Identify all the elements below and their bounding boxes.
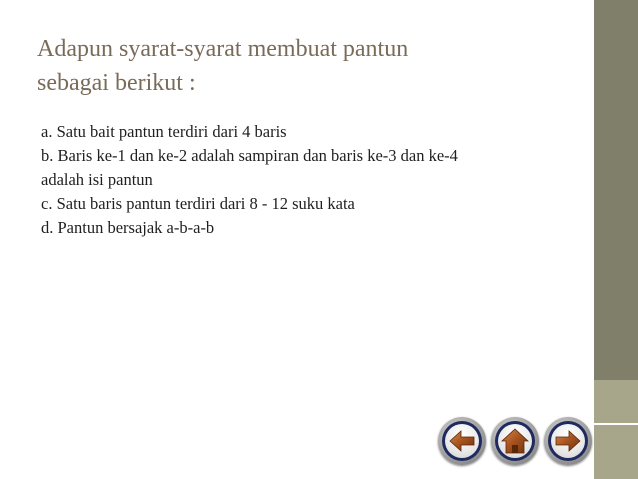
next-button[interactable] (544, 417, 592, 465)
arrow-left-icon (447, 426, 477, 456)
arrow-right-icon (553, 426, 583, 456)
previous-button[interactable] (438, 417, 486, 465)
list-item: adalah isi pantun (41, 170, 153, 189)
list-item: a. Satu bait pantun terdiri dari 4 baris (41, 122, 287, 141)
list-item: b. Baris ke-1 dan ke-2 adalah sampiran dan baris ke-3 dan ke-4 (41, 146, 458, 165)
side-bar-divider (594, 423, 638, 425)
list-item: d. Pantun bersajak a-b-a-b (41, 218, 215, 237)
slide-title: Adapun syarat-syarat membuat pantun sebagai berikut : (37, 36, 409, 96)
home-icon (500, 426, 530, 456)
list-item: c. Satu baris pantun terdiri dari 8 - 12 suku kata (41, 194, 355, 213)
side-bar-lower (594, 380, 638, 479)
home-button[interactable] (491, 417, 539, 465)
slide-body (41, 120, 601, 240)
